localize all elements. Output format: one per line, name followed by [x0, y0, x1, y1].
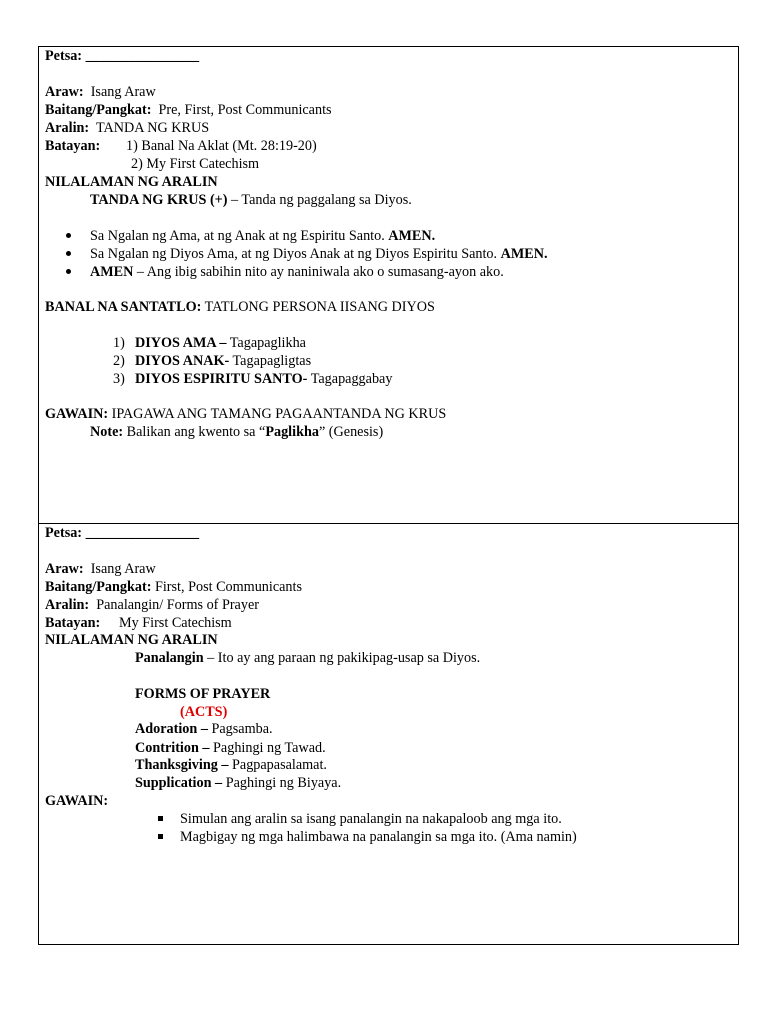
bullet-dot-icon: [66, 263, 71, 281]
note-label: Note:: [90, 424, 124, 440]
batayan-item-2: 2) My First Catechism: [131, 156, 260, 172]
baitang-value: First, Post Communicants: [154, 579, 302, 595]
panalangin-def: – Ito ay ang paraan ng pakikipag-usap sa Diyos.: [207, 650, 481, 666]
gawain-row-1: [45, 405, 446, 423]
baitang-row-2: [45, 578, 302, 596]
aralin-value: TANDA NG KRUS: [95, 120, 210, 136]
list-item: Magbigay ng mga halimbawa na panalangin sa mga ito. (Ama namin): [180, 829, 577, 845]
baitang-label: Baitang/Pangkat:: [45, 579, 152, 595]
araw-row-2: [45, 560, 156, 578]
araw-row-1: [45, 83, 156, 101]
nilalaman-heading-1: NILALAMAN NG ARALIN: [45, 174, 218, 190]
petsa-row-1: [45, 47, 199, 65]
tanda-term: TANDA NG KRUS (+): [90, 192, 228, 208]
bullet-dot-icon: [66, 227, 71, 245]
aralin-value: Panalangin/ Forms of Prayer: [96, 597, 259, 613]
araw-value: Isang Araw: [90, 561, 156, 577]
batayan-label: Batayan:: [45, 615, 101, 631]
petsa-row-2: [45, 524, 199, 542]
araw-label: Araw:: [45, 561, 84, 577]
list-item: DIYOS AMA – Tagapaglikha: [135, 335, 306, 351]
list-item: DIYOS ESPIRITU SANTO- Tagapaggabay: [135, 371, 393, 387]
person-num: 2): [113, 353, 125, 369]
araw-label: Araw:: [45, 84, 84, 100]
baitang-value: Pre, First, Post Communicants: [158, 102, 332, 118]
petsa-blank: ________________: [85, 48, 200, 64]
santatlo-label: BANAL NA SANTATLO:: [45, 299, 202, 315]
list-item: Contrition – Paghingi ng Tawad.: [135, 740, 326, 756]
bullet-dot-icon: [66, 245, 71, 263]
tanda-def: – Tanda ng paggalang sa Diyos.: [231, 192, 412, 208]
bullet-square-icon: [158, 828, 163, 846]
forms-heading: FORMS OF PRAYER: [135, 686, 271, 702]
tanda-definition: [90, 191, 412, 209]
gawain-value: IPAGAWA ANG TAMANG PAGAANTANDA NG KRUS: [111, 406, 447, 422]
batayan-row-2: [45, 614, 100, 632]
nilalaman-heading-2: NILALAMAN NG ARALIN: [45, 632, 218, 648]
petsa-label: Petsa:: [45, 48, 83, 64]
gawain-row-2: [45, 792, 108, 810]
baitang-label: Baitang/Pangkat:: [45, 102, 152, 118]
baitang-row-1: [45, 101, 332, 119]
petsa-blank: ________________: [85, 525, 200, 541]
list-item: [90, 263, 504, 281]
batayan-value: My First Catechism: [119, 615, 232, 631]
aralin-row-1: [45, 119, 209, 137]
person-num: 1): [113, 335, 125, 351]
panalangin-term: Panalangin: [135, 650, 204, 666]
list-item: DIYOS ANAK- Tagapagligtas: [135, 353, 312, 369]
list-item: Sa Ngalan ng Diyos Ama, at ng Diyos Anak at ng Diyos Espiritu Santo. AMEN.: [90, 246, 548, 262]
aralin-row-2: [45, 596, 259, 614]
amen-term: AMEN: [90, 264, 134, 280]
acts-label: (ACTS): [180, 704, 228, 720]
bullet-square-icon: [158, 810, 163, 828]
amen-def: – Ang ibig sabihin nito ay naniniwala ako o sumasang-ayon ako.: [136, 264, 504, 280]
araw-value: Isang Araw: [90, 84, 156, 100]
santatlo-value: TATLONG PERSONA IISANG DIYOS: [204, 299, 435, 315]
list-item: Thanksgiving – Pagpapasalamat.: [135, 757, 327, 773]
panalangin-definition: [135, 649, 480, 667]
gawain-label: GAWAIN:: [45, 793, 109, 809]
list-item: Simulan ang aralin sa isang panalangin na nakapaloob ang mga ito.: [180, 811, 562, 827]
person-num: 3): [113, 371, 125, 387]
batayan-label: Batayan:: [45, 138, 101, 154]
list-item: Adoration – Pagsamba.: [135, 721, 273, 737]
petsa-label: Petsa:: [45, 525, 83, 541]
batayan-item-1: 1) Banal Na Aklat (Mt. 28:19-20): [126, 138, 317, 154]
santatlo-row: [45, 298, 435, 316]
aralin-label: Aralin:: [45, 597, 90, 613]
list-item: Sa Ngalan ng Ama, at ng Anak at ng Espiritu Santo. AMEN.: [90, 228, 436, 244]
note-row: Note: Balikan ang kwento sa “Paglikha” (Genesis): [90, 424, 384, 440]
gawain-label: GAWAIN:: [45, 406, 109, 422]
list-item: Supplication – Paghingi ng Biyaya.: [135, 775, 342, 791]
aralin-label: Aralin:: [45, 120, 90, 136]
batayan-row-1: [45, 137, 100, 155]
